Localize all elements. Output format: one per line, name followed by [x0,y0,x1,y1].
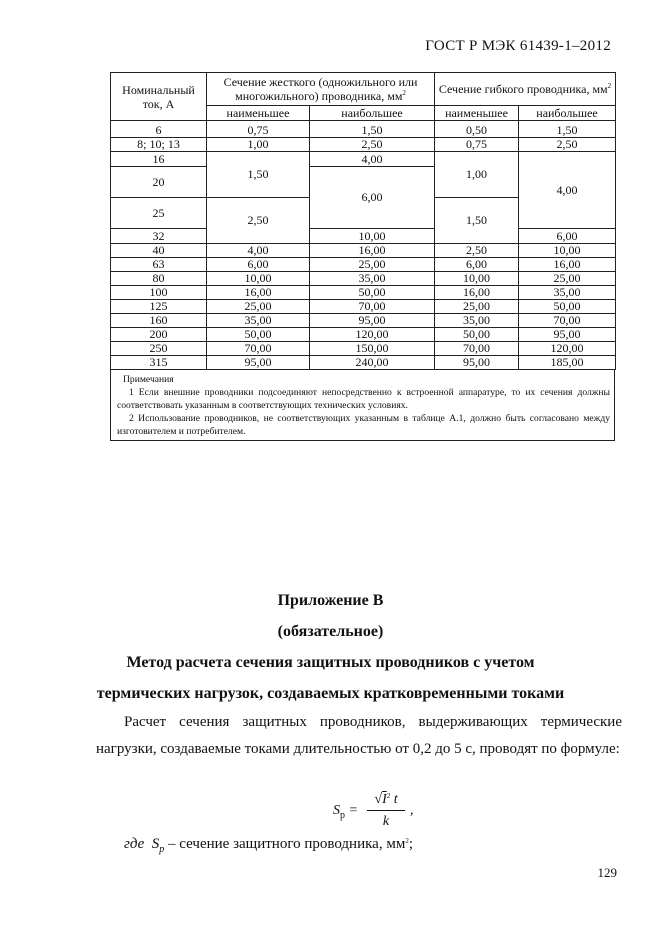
cell: 10,00 [435,272,519,286]
conductor-cross-section-table [110,72,616,370]
fraction-bar [367,810,405,811]
table-row [111,258,616,272]
cell: 0,50 [435,121,519,138]
cell: 70,00 [519,314,616,328]
cell: 0,75 [435,138,519,152]
annex-heading-line1: Метод расчета сечения защитных проводников с учетом [126,654,535,671]
cell: 25 [111,198,207,229]
cell: 50,00 [519,300,616,314]
cell: 16,00 [519,258,616,272]
cell: 6,00 [519,229,616,244]
cell: 160 [111,314,207,328]
cell: 25,00 [519,272,616,286]
cell-merged: 1,50 [207,152,310,198]
cell: 4,00 [310,152,435,167]
table-row [111,286,616,300]
table-row [111,229,616,244]
cell: 70,00 [435,342,519,356]
cell: 50,00 [310,286,435,300]
cell: 150,00 [310,342,435,356]
cell: 10,00 [519,244,616,258]
cell: 25,00 [310,258,435,272]
table-row [111,356,616,370]
definition-line: где $S_p$ – сечение защитного проводника, $мм^2$; [124,836,413,855]
cell-merged: 4,00 [519,152,616,229]
cell: 35,00 [207,314,310,328]
cell: 185,00 [519,356,616,370]
header-rigid-min: наименьшее [207,106,310,121]
cell: 80 [111,272,207,286]
cell: 63 [111,258,207,272]
cell: 50,00 [207,328,310,342]
annex-heading-line2: термических нагрузок, создаваемых кратковременными токами [96,685,565,702]
header-flex-max: наибольшее [519,106,616,121]
cell: 315 [111,356,207,370]
cell: 95,00 [310,314,435,328]
body-paragraph: Расчет сечения защитных проводников, выдерживающих термические нагрузки, создаваемые токами длительностью от 0,2 до 5 с, проводят по формуле: [96,714,622,757]
cell: 16,00 [207,286,310,300]
header-rated-current: Номинальный ток, А [111,73,207,121]
header-flex-min: наименьшее [435,106,519,121]
formula-tail: , [410,803,414,818]
cell: 35,00 [519,286,616,300]
cell: 1,50 [519,121,616,138]
annex-status: (обязательное) [277,623,384,640]
header-flexible-conductor: Сечение гибкого проводника, $мм^2$ [435,73,616,106]
formula-numerator: $√I^2$ t [374,792,398,807]
cell: 100 [111,286,207,300]
table-row [111,328,616,342]
formula-lhs: $S_p$ = [333,803,358,821]
table-notes [110,370,615,441]
cell: 240,00 [310,356,435,370]
cell: 25,00 [207,300,310,314]
cell-merged: 2,50 [207,198,310,244]
cell: 20 [111,167,207,198]
cell: 6,00 [207,258,310,272]
cell: 250 [111,342,207,356]
cell: 120,00 [310,328,435,342]
cell: 40 [111,244,207,258]
cell: 4,00 [207,244,310,258]
cell: 1,50 [310,121,435,138]
table-row [111,342,616,356]
cell: 95,00 [207,356,310,370]
cell: 0,75 [207,121,310,138]
document-code: ГОСТ Р МЭК 61439-1–2012 [425,38,611,54]
page-number: 129 [597,865,617,880]
header-rigid-max: наибольшее [310,106,435,121]
table-row [111,244,616,258]
cell: 32 [111,229,207,244]
table-row [111,300,616,314]
cell: 35,00 [435,314,519,328]
notes-title: Примечания [123,374,174,385]
note-1: 1 Если внешние проводники подсоединяют непосредственно к встроенной аппаратуре, то их сечения должны соответствовать указанным в соответствующих технических условиях. [117,387,610,411]
cell-merged: 1,50 [435,198,519,244]
cell: 16,00 [435,286,519,300]
cell: 8; 10; 13 [111,138,207,152]
cell: 125 [111,300,207,314]
cell: 10,00 [310,229,435,244]
cell: 6,00 [435,258,519,272]
table-row [111,272,616,286]
header-rigid-conductor: Сечение жесткого (одножильного или многожильного) проводника, $мм^2$ [207,73,435,106]
cell: 70,00 [310,300,435,314]
cell: 2,50 [435,244,519,258]
note-2: 2 Использование проводников, не соответствующих указанным в таблице А.1, должно быть согласовано между изготовителем и потребителем. [117,413,610,437]
cell: 2,50 [519,138,616,152]
cell: 35,00 [310,272,435,286]
cell: 70,00 [207,342,310,356]
cell: 95,00 [435,356,519,370]
cell: 95,00 [519,328,616,342]
table-row [111,138,616,152]
cell: 16 [111,152,207,167]
formula-denominator: k [382,814,390,829]
cell: 2,50 [310,138,435,152]
table-row [111,314,616,328]
cell: 16,00 [310,244,435,258]
cell: 10,00 [207,272,310,286]
cell-merged: 6,00 [310,167,435,229]
table-row [111,152,616,167]
table-row [111,121,616,138]
cell: 25,00 [435,300,519,314]
conductor-table-wrap [110,72,615,441]
cell: 50,00 [435,328,519,342]
table-body [111,244,616,370]
cell: 1,00 [207,138,310,152]
cell: 120,00 [519,342,616,356]
table-header-row [111,73,616,106]
annex-title: Приложение В [277,592,384,609]
cell-merged: 1,00 [435,152,519,198]
cell: 200 [111,328,207,342]
cell: 6 [111,121,207,138]
